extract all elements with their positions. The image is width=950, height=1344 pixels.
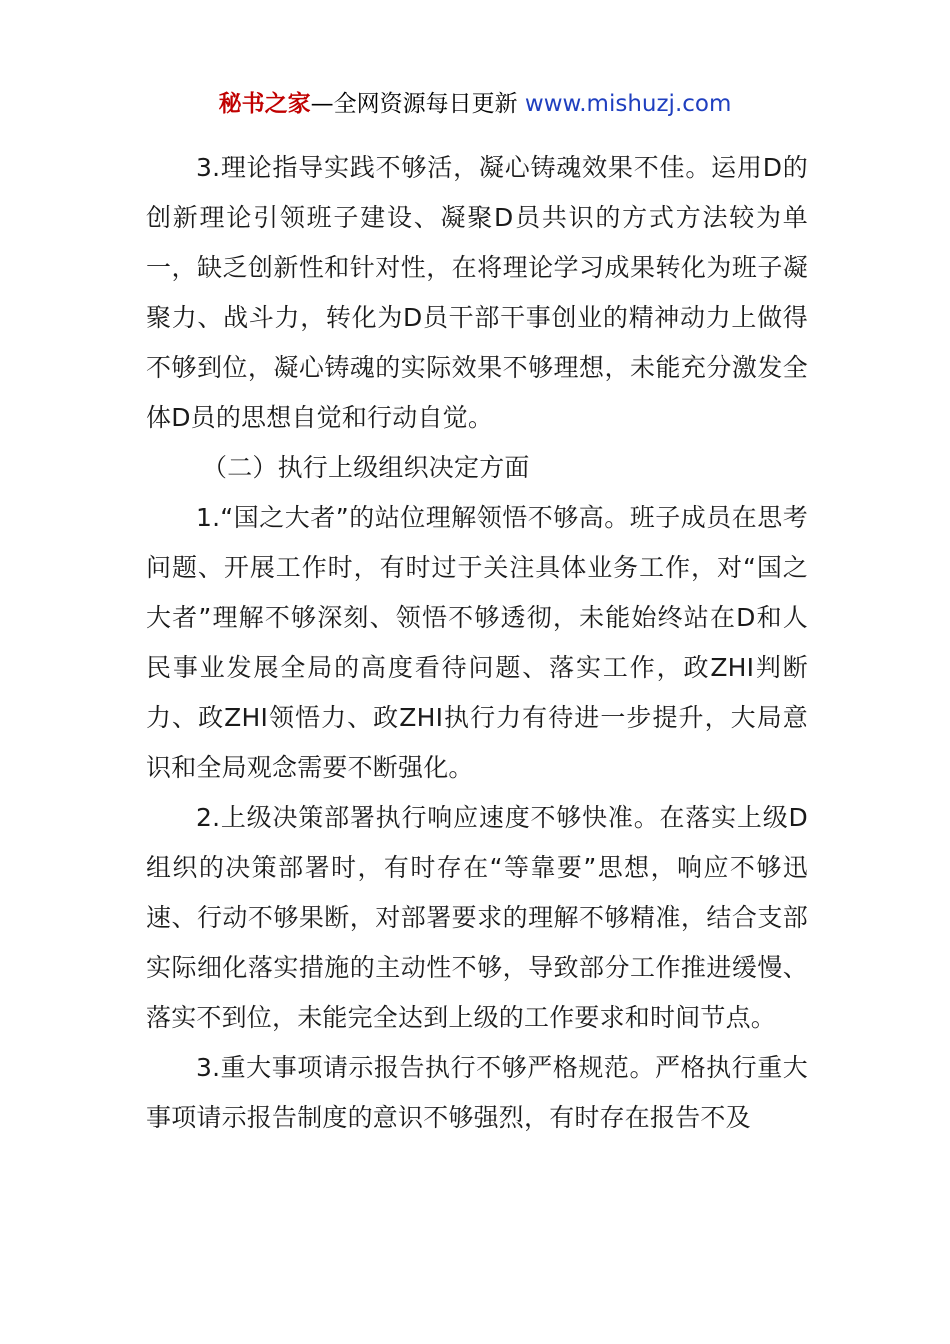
section-heading-execution: （二）执行上级组织决定方面	[202, 453, 530, 482]
page-header	[0, 86, 950, 122]
header-brand: 秘书之家	[218, 91, 311, 117]
header-url-link[interactable]: www.mishuzj.com	[524, 91, 732, 117]
paragraph-theory-practice: 3.理论指导实践不够活，凝心铸魂效果不佳。运用D的创新理论引领班子建设、凝聚D员共识的方式方法较为单一，缺乏创新性和针对性，在将理论学习成果转化为班子凝聚力、战斗力，转化为D员干部干事创业的精神动力上做得不够到位，凝心铸魂的实际效果不够理想，未能充分激发全体D员的思想自觉和行动自觉。	[146, 153, 808, 432]
document-body	[146, 143, 808, 1143]
paragraph-response-speed: 2.上级决策部署执行响应速度不够快准。在落实上级D组织的决策部署时，有时存在“等靠要”思想，响应不够迅速、行动不够果断，对部署要求的理解不够精准，结合支部实际细化落实措施的主动性不够，导致部分工作推进缓慢、落实不到位，未能完全达到上级的工作要求和时间节点。	[146, 803, 808, 1032]
header-tagline: —全网资源每日更新	[310, 91, 525, 117]
paragraph-national-priorities: 1.“国之大者”的站位理解领悟不够高。班子成员在思考问题、开展工作时，有时过于关注具体业务工作，对“国之大者”理解不够深刻、领悟不够透彻，未能始终站在D和人民事业发展全局的高度看待问题、落实工作，政ZHI判断力、政ZHI领悟力、政ZHI执行力有待进一步提升，大局意识和全局观念需要不断强化。	[146, 503, 808, 782]
paragraph-reporting-system: 3.重大事项请示报告执行不够严格规范。严格执行重大事项请示报告制度的意识不够强烈，有时存在报告不及	[146, 1053, 808, 1132]
